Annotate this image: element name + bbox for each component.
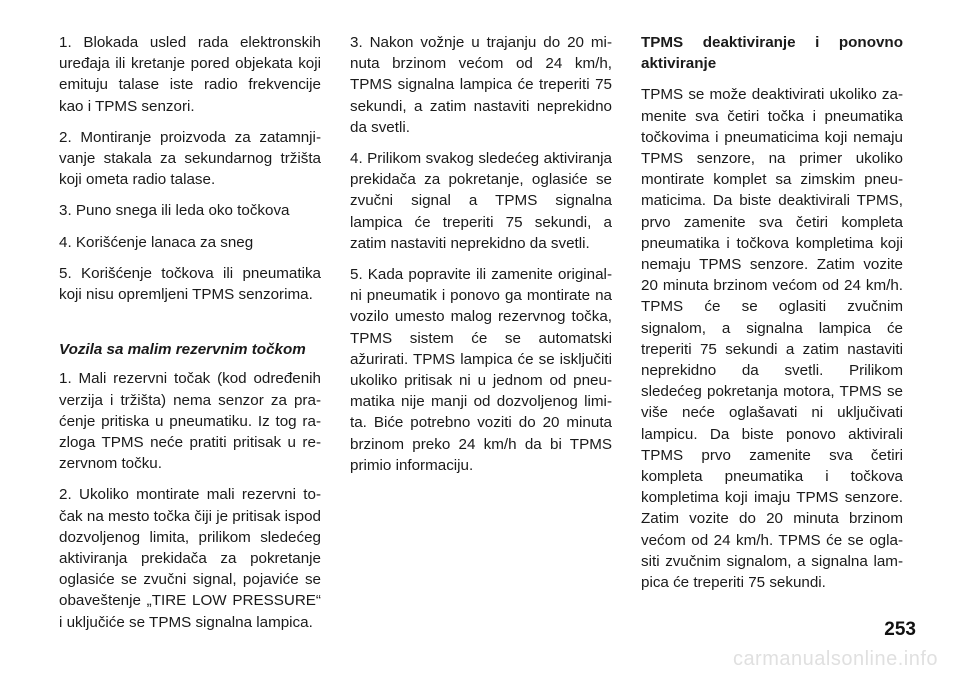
paragraph-spare-mounted-warning: 2. Ukoliko montirate mali rezervni točak na mesto točka čiji je pritisak ispod dozvoljenog limita, prilikom sledećeg aktiviranja prekidača za pokretanje oglasiće se zvučni signal, pojaviće se obaveštenje „TIRE LOW PRESSURE“ i uključiće se TPMS signalna lampica. — [59, 486, 321, 631]
paragraph-wheels-without-sensors: 5. Korišćenje točkova ili pneumatika koji nisu opremljeni TPMS senzorima. — [59, 264, 321, 304]
section-heading-line2: aktiviranje — [641, 55, 717, 73]
section-heading-deactivation — [641, 32, 903, 74]
paragraph-interference-electronics: 1. Blokada usled rada elektronskih uređaja ili kretanje pored objekata koji emituju talase iste radio frekvencije kao i TPMS senzori. — [59, 34, 321, 115]
paragraph-snow-ice: 3. Puno snega ili leda oko točkova — [59, 202, 290, 220]
paragraph-snow-chains: 4. Korišćenje lanaca za sneg — [59, 233, 254, 251]
page-number: 253 — [884, 619, 916, 640]
section-subheading-spare-wheel: Vozila sa malim rezervnim točkom — [59, 341, 306, 359]
text-column-right — [641, 32, 903, 603]
paragraph-driving-blink: 3. Nakon vožnje u trajanju do 20 minuta brzinom većom od 24 km/h, TPMS signalna lampica će treperiti 75 sekundi, a zatim nastaviti neprekidno da svetli. — [350, 34, 612, 136]
section-heading-line1: TPMS deaktiviranje i ponovno — [641, 34, 903, 51]
watermark-text: carmanualsonline.info — [732, 648, 938, 670]
paragraph-window-tinting: 2. Montiranje proizvoda za zatamnjivanje stakala za sekundarnog tržišta koji ometa radio talase. — [59, 128, 321, 189]
paragraph-spare-no-sensor: 1. Mali rezervni točak (kod određenih verzija i tržišta) nema senzor za praćenje pritiska u pneumatiku. Iz tog razloga TPMS neće pratiti pritisak u rezervnom točku. — [59, 370, 321, 473]
paragraph-each-start-signal: 4. Prilikom svakog sledećeg aktiviranja prekidača za pokretanje, oglasiće se zvučni signal a TPMS signalna lampica će treperiti 75 sekundi, a zatim nastaviti neprekidno da svetli. — [350, 150, 612, 252]
text-column-left — [59, 32, 321, 643]
text-column-middle — [350, 32, 612, 486]
paragraph-repair-original-tire: 5. Kada popravite ili zamenite originalni pneumatik i ponovo ga montirate na vozilo umesto malog rezervnog točka, TPMS sistem će se automatski ažurirati. TPMS lampica će se isključiti ukoliko pritisak ni u jednom od pneumatika nije manji od dozvoljenog limita. Biće potrebno voziti do 20 minuta brzinom preko 24 km/h da bi TPMS primio informaciju. — [350, 266, 612, 474]
paragraph-deactivation-procedure: TPMS se može deaktivirati ukoliko zamenite sva četiri točka i pneumatika točkovima i pneumaticima koji nemaju TPMS senzore, na primer ukoliko montirate komplet sa zimskim pneumaticima. Da biste deaktivirali TPMS, prvo zamenite sva četiri kompleta pneumatika i točkova kompletima koji nemaju TPMS senzore. Zatim vozite 20 minuta brzinom većom od 24 km/h. TPMS će se oglasiti zvučnim signalom, a signalna lampica će treperiti 75 sekundi a zatim nastaviti neprekidno da svetli. Prilikom sledećeg pokretanja motora, TPMS se više neće oglašavati ni uključivati lampicu. Da biste ponovo aktivirali TPMS prvo zamenite sva četiri kompleta pneumatika i točkova kompletima koji imaju TPMS senzore. Zatim vozite do 20 minuta brzinom većom od 24 km/h. TPMS će se oglasiti zvučnim signalom, a signalna lampica će treperiti 75 sekundi. — [641, 86, 903, 592]
